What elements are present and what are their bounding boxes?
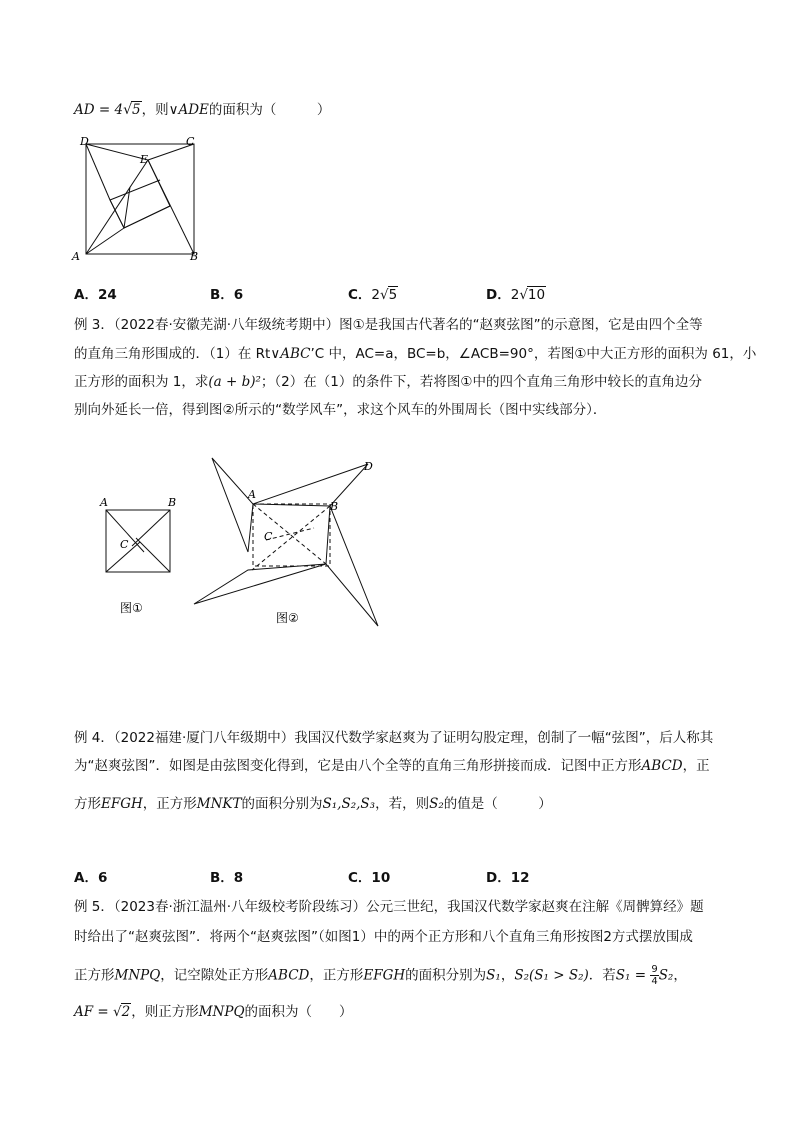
- fig1-label-c: C: [120, 538, 129, 551]
- ex3-line2: 的直角三角形围成的．（1）在 Rt∨ABC’C 中，AC=a，BC=b，∠ACB=90°，若图①中大正方形的面积为 61，小: [74, 346, 757, 362]
- fig1-label-b: B: [168, 496, 177, 509]
- fig2-label-c: C: [264, 530, 273, 543]
- label-c: C: [186, 135, 195, 148]
- option-b[interactable]: B．6: [210, 287, 244, 303]
- ex3-line1: 例 3．（2022春·安徽芜湖·八年级统考期中）图①是我国古代著名的“赵爽弦图”的示意图，它是由四个全等: [74, 317, 703, 333]
- ex4-option-a[interactable]: A．6: [74, 870, 108, 886]
- option-a[interactable]: A．24: [74, 287, 117, 303]
- fig1-caption: 图①: [120, 601, 143, 615]
- option-d[interactable]: D．2√10: [486, 287, 546, 303]
- ex5-line1: 例 5．（2023春·浙江温州·八年级校考阶段练习）公元三世纪，我国汉代数学家赵爽在注解《周髀算经》题: [74, 899, 704, 915]
- fig1-label-a: A: [100, 496, 108, 509]
- fig2-caption: 图②: [276, 611, 299, 625]
- option-c[interactable]: C．2√5: [348, 287, 398, 303]
- ex3-line4: 别向外延长一倍，得到图②所示的“数学风车”，求这个风车的外围周长（图中实线部分）．: [74, 402, 607, 418]
- ex4-option-b[interactable]: B．8: [210, 870, 244, 886]
- label-d: D: [80, 135, 89, 148]
- expr-ad: AD: [74, 102, 95, 118]
- ex4-option-c[interactable]: C．10: [348, 870, 391, 886]
- figure-2-windmill: [190, 452, 390, 632]
- ex3-line3: 正方形的面积为 1，求(a + b)²；（2）在（1）的条件下，若将图①中的四个直角三角形中较长的直角边分: [74, 374, 702, 390]
- ex4-line1: 例 4．（2022福建·厦门八年级期中）我国汉代数学家赵爽为了证明勾股定理，创制了一幅“弦图”，后人称其: [74, 730, 714, 746]
- label-e: E: [140, 153, 149, 166]
- label-a: A: [72, 250, 80, 263]
- fig2-label-b: B: [330, 500, 339, 513]
- fig2-label-d: D: [364, 460, 373, 473]
- fraction-9-4: $\frac{9}{4}$: [651, 964, 658, 987]
- ex5-line3: 正方形MNPQ，记空隙处正方形ABCD，正方形EFGH的面积分别为S₁，S₂(S₁ > S₂)．若S₁ = $\frac{9}{4}$ S₂，: [74, 964, 687, 987]
- label-b: B: [190, 250, 199, 263]
- ex4-line3: 方形EFGH，正方形MNKT的面积分别为S₁,S₂,S₃，若，则S₂的值是（ ）: [74, 796, 552, 812]
- figure-1-zhaoshuang: [96, 494, 186, 624]
- triangle-ade: ∨ADE: [168, 102, 209, 118]
- ex4-option-d[interactable]: D．12: [486, 870, 530, 886]
- fig2-label-a: A: [248, 488, 256, 501]
- question-tail: AD = 4√5，则∨ADE的面积为（ ）: [74, 102, 331, 118]
- figure-square-ade: [70, 134, 210, 264]
- ex5-line4: AF = √2，则正方形MNPQ的面积为（ ）: [74, 1004, 353, 1020]
- ex5-line2: 时给出了“赵爽弦图”．将两个“赵爽弦图”（如图1）中的两个正方形和八个直角三角形按图2方式摆放围成: [74, 929, 693, 945]
- ex4-line2: 为“赵爽弦图”．如图是由弦图变化得到，它是由八个全等的直角三角形拼接而成．记图中正方形ABCD，正: [74, 758, 710, 774]
